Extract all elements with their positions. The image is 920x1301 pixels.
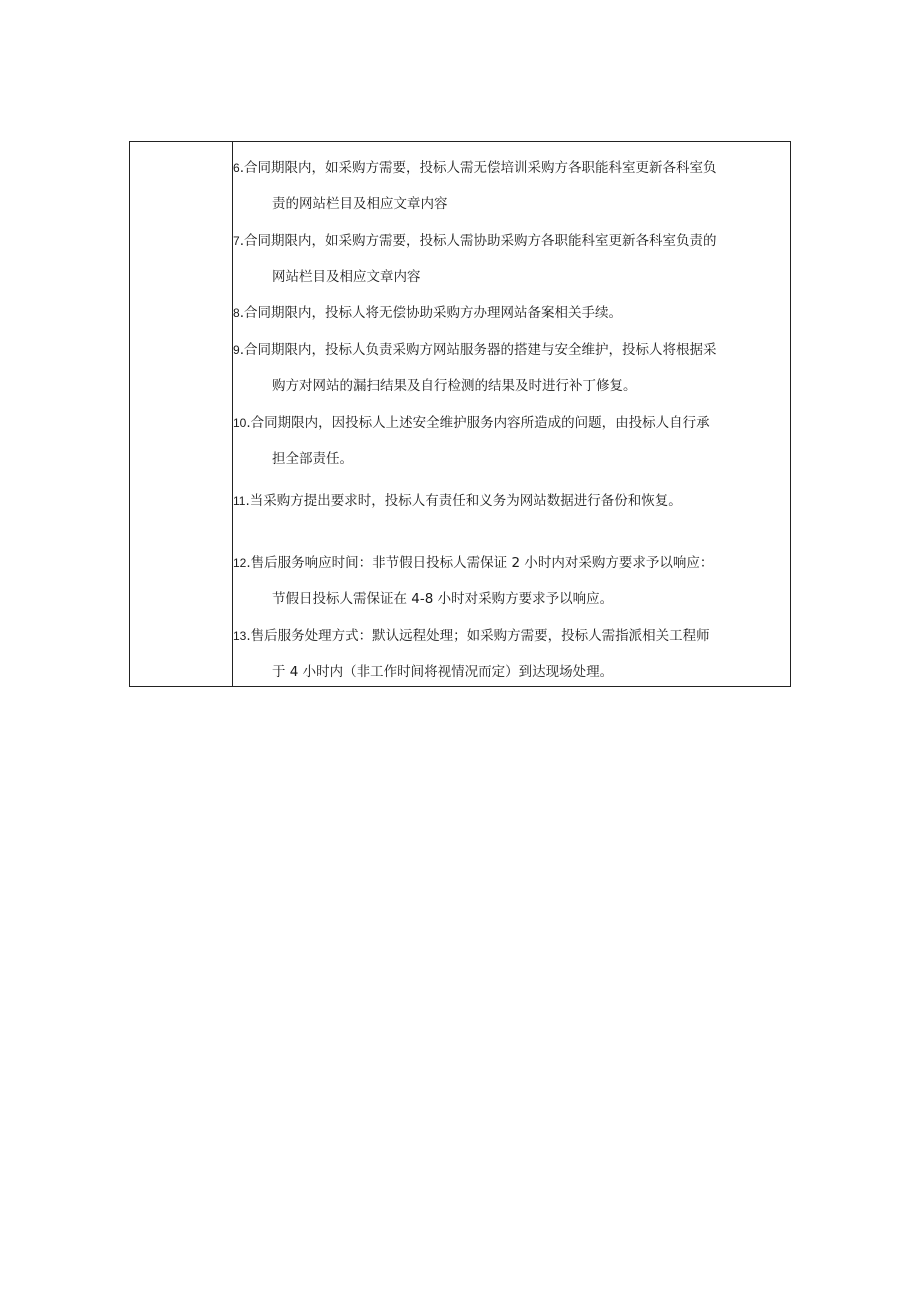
item-continuation: 于 4 小时内（非工作时间将视情况而定）到达现场处理。	[272, 664, 614, 680]
item-number: 7	[233, 234, 240, 248]
item-first-line: 11.当采购方提出要求时，投标人有责任和义务为网站数据进行备份和恢复。	[233, 493, 682, 509]
item-text: 合同期限内，如采购方需要，投标人需无偿培训采购方各职能科室更新各科室负	[243, 160, 717, 176]
item-number: 11	[233, 494, 246, 508]
item-first-line: 7.合同期限内，如采购方需要，投标人需协助采购方各职能科室更新各科室负责的	[233, 233, 717, 249]
requirements-table	[129, 141, 791, 687]
list-item	[233, 332, 784, 404]
item-text: 合同期限内，投标人负责采购方网站服务器的搭建与安全维护，投标人将根据采	[243, 342, 717, 358]
item-continuation: 节假日投标人需保证在 4-8 小时对采购方要求予以响应。	[272, 591, 614, 607]
item-text: 当采购方提出要求时，投标人有责任和义务为网站数据进行备份和恢复。	[249, 493, 682, 509]
item-text: 售后服务响应时间：非节假日投标人需保证 2 小时内对采购方要求予以响应：	[250, 555, 714, 571]
list-item	[233, 223, 784, 295]
item-number: 6	[233, 161, 240, 175]
list-item	[233, 405, 784, 477]
item-number: 13	[233, 629, 247, 643]
item-first-line: 13.售后服务处理方式：默认远程处理；如采购方需要，投标人需指派相关工程师	[233, 628, 710, 644]
item-number: 12	[233, 556, 247, 570]
item-number: 8	[233, 306, 240, 320]
item-text: 合同期限内，投标人将无偿协助采购方办理网站备案相关手续。	[243, 305, 622, 321]
item-first-line: 8.合同期限内，投标人将无偿协助采购方办理网站备案相关手续。	[233, 305, 622, 321]
table-label-cell	[130, 142, 233, 686]
item-text: 售后服务处理方式：默认远程处理；如采购方需要，投标人需指派相关工程师	[250, 628, 710, 644]
item-continuation: 担全部责任。	[272, 451, 353, 467]
item-continuation: 责的网站栏目及相应文章内容	[272, 196, 448, 212]
item-first-line: 6.合同期限内，如采购方需要，投标人需无偿培训采购方各职能科室更新各科室负	[233, 160, 717, 176]
item-text: 合同期限内，如采购方需要，投标人需协助采购方各职能科室更新各科室负责的	[243, 233, 717, 249]
item-continuation: 网站栏目及相应文章内容	[272, 269, 421, 285]
list-item	[233, 483, 784, 519]
list-item	[233, 150, 784, 222]
item-number: 10	[233, 416, 247, 430]
item-text: 合同期限内，因投标人上述安全维护服务内容所造成的问题，由投标人自行承	[250, 415, 710, 431]
table-content-cell	[233, 142, 790, 686]
item-number: 9	[233, 343, 240, 357]
item-first-line: 10.合同期限内，因投标人上述安全维护服务内容所造成的问题，由投标人自行承	[233, 415, 710, 431]
item-first-line: 9.合同期限内，投标人负责采购方网站服务器的搭建与安全维护，投标人将根据采	[233, 342, 717, 358]
list-item	[233, 295, 784, 331]
list-item	[233, 545, 784, 617]
item-continuation: 购方对网站的漏扫结果及自行检测的结果及时进行补丁修复。	[272, 378, 637, 394]
item-first-line: 12.售后服务响应时间：非节假日投标人需保证 2 小时内对采购方要求予以响应：	[233, 555, 714, 571]
list-item	[233, 618, 784, 690]
